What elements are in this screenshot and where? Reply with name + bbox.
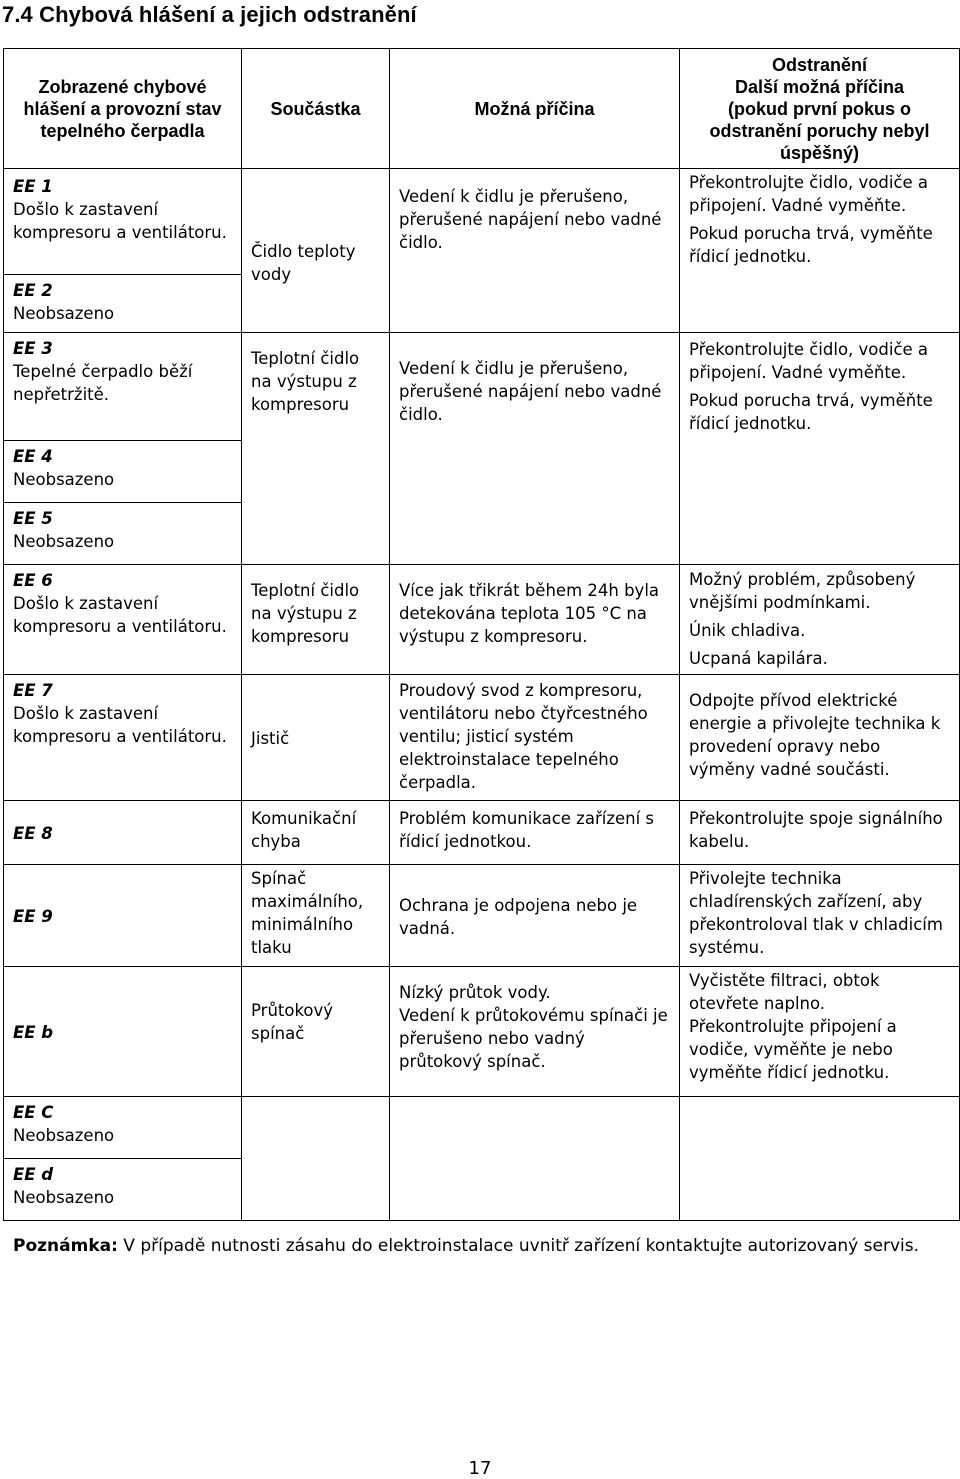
fix-text: Překontrolujte připojení a vodiče, vyměňte je nebo vyměňte řídicí jednotku. <box>689 1017 897 1082</box>
fix-text: Ucpaná kapilára. <box>689 649 828 668</box>
cause-text: Vedení k čidlu je přerušeno, přerušené napájení nebo vadné čidlo. <box>399 187 662 252</box>
code-cell <box>4 503 242 565</box>
error-code: EE 2 <box>13 281 53 300</box>
component-text: Jistič <box>251 729 290 748</box>
page-number: 17 <box>468 1458 492 1479</box>
fix-cell <box>680 565 960 675</box>
fix-text: Přivolejte technika chladírenských zařízení, aby překontroloval tlak v chladicím systému. <box>689 869 943 957</box>
fix-text: Překontrolujte čidlo, vodiče a připojení. Vadné vyměňte. <box>689 173 929 215</box>
fix-cell <box>680 1097 960 1221</box>
component-cell <box>242 675 390 801</box>
fix-text: Možný problém, způsobený vnějšími podmínkami. <box>689 570 916 612</box>
error-code: EE b <box>13 1023 54 1042</box>
component-text: Teplotní čidlo na výstupu z kompresoru <box>251 349 360 414</box>
error-code: EE 1 <box>13 177 53 196</box>
cause-cell <box>390 1097 680 1221</box>
fix-cell <box>680 333 960 565</box>
code-cell <box>4 1159 242 1221</box>
code-cell <box>4 441 242 503</box>
cause-cell <box>390 801 680 865</box>
cause-text: Problém komunikace zařízení s řídicí jednotkou. <box>399 809 655 851</box>
fix-text: Únik chladiva. <box>689 621 806 640</box>
cause-text: Vedení k průtokovému spínači je přerušeno nebo vadný průtokový spínač. <box>399 1006 668 1071</box>
fix-cell <box>680 967 960 1097</box>
cause-text: Vedení k čidlu je přerušeno, přerušené napájení nebo vadné čidlo. <box>399 359 662 424</box>
component-cell <box>242 1097 390 1221</box>
error-code: EE C <box>13 1103 54 1122</box>
footnote <box>13 1236 919 1256</box>
component-cell <box>242 967 390 1097</box>
component-cell <box>242 801 390 865</box>
code-cell <box>4 169 242 275</box>
error-description: Neobsazeno <box>13 1126 115 1145</box>
error-description: Neobsazeno <box>13 532 115 551</box>
header-component: Součástka <box>242 49 390 169</box>
fix-text: Překontrolujte čidlo, vodiče a připojení. Vadné vyměňte. <box>689 340 929 382</box>
cause-text: Proudový svod z kompresoru, ventilátoru nebo čtyřcestného ventilu; jisticí systém elektroinstalace tepelného čerpadla. <box>399 681 648 792</box>
component-text: Teplotní čidlo na výstupu z kompresoru <box>251 581 360 646</box>
error-description: Došlo k zastavení kompresoru a ventilátoru. <box>13 594 227 636</box>
fix-text: Překontrolujte spoje signálního kabelu. <box>689 809 943 851</box>
error-description: Neobsazeno <box>13 470 115 489</box>
error-code: EE 9 <box>13 907 53 926</box>
component-text: Průtokový spínač <box>251 1001 334 1043</box>
section-title: 7.4 Chybová hlášení a jejich odstranění <box>2 2 417 27</box>
code-cell <box>4 1097 242 1159</box>
code-cell <box>4 865 242 967</box>
cause-cell <box>390 333 680 565</box>
error-description: Došlo k zastavení kompresoru a ventilátoru. <box>13 704 227 746</box>
fix-text: Pokud porucha trvá, vyměňte řídicí jednotku. <box>689 391 933 433</box>
error-code: EE 5 <box>13 509 53 528</box>
error-description: Neobsazeno <box>13 304 115 323</box>
component-cell <box>242 333 390 565</box>
component-text: Komunikační chyba <box>251 809 357 851</box>
error-description: Neobsazeno <box>13 1188 115 1207</box>
error-code: EE 4 <box>13 447 53 466</box>
header-display: Zobrazené chybové hlášení a provozní stav tepelného čerpadla <box>4 49 242 169</box>
fix-cell <box>680 675 960 801</box>
cause-text: Nízký průtok vody. <box>399 983 551 1002</box>
footnote-label: Poznámka: <box>13 1236 118 1256</box>
code-cell <box>4 675 242 801</box>
error-description: Došlo k zastavení kompresoru a ventilátoru. <box>13 200 227 242</box>
header-cause: Možná příčina <box>390 49 680 169</box>
code-cell <box>4 333 242 441</box>
component-cell <box>242 865 390 967</box>
fix-cell <box>680 169 960 333</box>
component-cell <box>242 169 390 333</box>
error-code: EE 6 <box>13 571 53 590</box>
code-cell <box>4 275 242 333</box>
error-code: EE 3 <box>13 339 53 358</box>
code-cell <box>4 565 242 675</box>
cause-cell <box>390 865 680 967</box>
header-fix: Odstranění Další možná příčina (pokud první pokus o odstranění poruchy nebyl úspěšný) <box>680 49 960 169</box>
cause-cell <box>390 967 680 1097</box>
cause-text: Více jak třikrát během 24h byla detekována teplota 105 °C na výstupu z kompresoru. <box>399 581 660 646</box>
component-cell <box>242 565 390 675</box>
cause-text: Ochrana je odpojena nebo je vadná. <box>399 895 638 938</box>
error-code: EE d <box>13 1165 54 1184</box>
fix-cell <box>680 865 960 967</box>
error-table <box>3 48 960 1221</box>
fix-cell <box>680 801 960 865</box>
fix-text: Vyčistěte filtraci, obtok otevřete naplno. <box>689 971 880 1013</box>
fix-text: Odpojte přívod elektrické energie a přivolejte technika k provedení opravy nebo výměny vadné součásti. <box>689 691 941 779</box>
footnote-text: V případě nutnosti zásahu do elektroinstalace uvnitř zařízení kontaktujte autorizovaný servis. <box>117 1236 919 1256</box>
cause-cell <box>390 675 680 801</box>
cause-cell <box>390 565 680 675</box>
error-description: Tepelné čerpadlo běží nepřetržitě. <box>13 362 193 404</box>
error-code: EE 8 <box>13 824 53 843</box>
component-text: Čidlo teploty vody <box>251 241 356 284</box>
error-code: EE 7 <box>13 681 53 700</box>
cause-cell <box>390 169 680 333</box>
fix-text: Pokud porucha trvá, vyměňte řídicí jednotku. <box>689 224 933 266</box>
code-cell <box>4 801 242 865</box>
code-cell <box>4 967 242 1097</box>
component-text: Spínač maximálního, minimálního tlaku <box>251 869 364 957</box>
